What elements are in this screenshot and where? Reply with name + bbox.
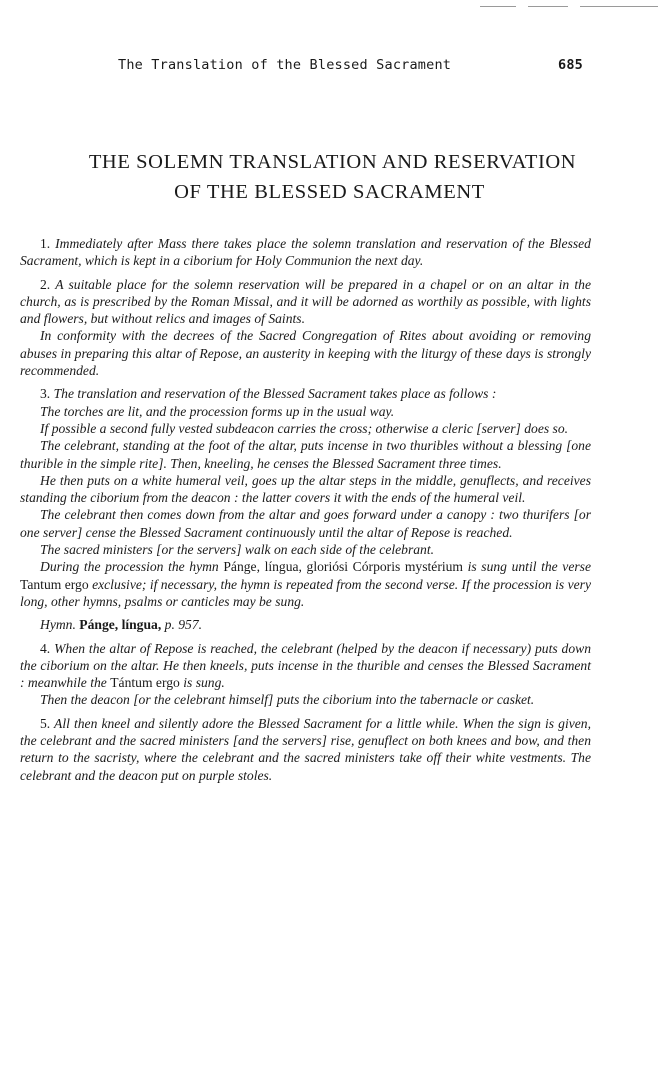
hymn-reference [20,616,591,633]
body-text [20,235,591,784]
paragraph-5: 5. All then kneel and silently adore the Blessed Sacrament for a little while. When the sign is given, the celebrant and the sacred ministers [and the servers] rise, genuflect on both knees and bow, and then return to the sacristy, where the celebrant and the sacred ministers take off their white vestments. The celebrant and the deacon put on purple stoles. [20,715,592,783]
paragraph-4-tabernacle: Then the deacon [or the celebrant himself] puts the ciborium into the tabernacle or casket. [40,692,535,708]
scan-artifact [528,6,568,7]
hymn-page: p. 957. [164,617,203,633]
paragraph-2-conformity: In conformity with the decrees of the Sacred Congregation of Rites about avoiding or removing abuses in preparing this altar of Repose, an austerity in keeping with the liturgy of these days is strongly recommended. [20,328,591,379]
verse-incipit: Tántum ergo [110,675,180,691]
chapter-title-line-2: OF THE BLESSED SACRAMENT [174,181,485,203]
paragraph-number: 3. [40,386,51,402]
paragraph-3-humeral-veil: He then puts on a white humeral veil, goes up the altar steps in the middle, genuflects, and receives standing the ciborium from the deacon : the latter covers it with the ends of the humeral veil. [20,472,591,506]
chapter-title-line-1: THE SOLEMN TRANSLATION AND RESERVATION [88,151,577,173]
verse-incipit: Tantum ergo [20,576,89,592]
scan-artifact [580,6,658,7]
paragraph-2: 2. A suitable place for the solemn reservation will be prepared in a chapel or on an altar in the church, as is prescribed by the Roman Missal, and it will be adorned as worthily as possible, with lights and flowers, but without relics and images of Saints. [20,276,592,327]
paragraph-3-hymn: During the procession the hymn Pánge, língua, gloriósi Córporis mystérium is sung until the verse Tantum ergo exclusive; if necessary, the hymn is repeated from the second verse. If the procession is very long, other hymns, psalms or canticles may be sung. [20,559,591,609]
paragraph-3-torches: The torches are lit, and the procession forms up in the usual way. [40,403,395,419]
running-title: The Translation of the Blessed Sacrament [118,57,452,73]
paragraph-number: 5. [40,715,51,731]
paragraph-3-canopy: The celebrant then comes down from the altar and goes forward under a canopy : two thurifers [or one server] cense the Blessed Sacrament continuously until the altar of Repose is reached. [20,507,591,540]
paragraph-number: 4. [40,640,51,656]
scan-artifact [480,6,516,7]
page-number: 685 [558,57,583,73]
paragraph-number: 1. [40,236,51,251]
paragraph-3: 3. The translation and reservation of the Blessed Sacrament takes place as follows : [40,386,497,402]
hymn-incipit: Pánge, língua, gloriósi Córporis mystérium [223,559,464,575]
hymn-label: Hymn. [40,617,76,633]
paragraph-1: 1. Immediately after Mass there takes place the solemn translation and reservation of the Blessed Sacrament, which is kept in a ciborium for Holy Communion the next day. [20,236,591,269]
hymn-title: Pánge, língua, [79,617,162,633]
paragraph-4: 4. When the altar of Repose is reached, the celebrant (helped by the deacon if necessary) puts down the ciborium on the altar. He then kneels, puts incense in the thurible and censes the Blessed Sacrament : meanwhile the Tántum ergo is sung. [20,640,591,691]
chapter-title [0,147,659,207]
paragraph-3-ministers: The sacred ministers [or the servers] walk on each side of the celebrant. [40,542,435,558]
paragraph-3-cross: If possible a second fully vested subdeacon carries the cross; otherwise a cleric [server] does so. [40,420,569,436]
paragraph-number: 2. [40,276,51,292]
paragraph-3-incense: The celebrant, standing at the foot of the altar, puts incense in two thuribles without a blessing [one thurible in the simple rite]. Then, kneeling, he censes the Blessed Sacrament three times. [20,438,591,471]
